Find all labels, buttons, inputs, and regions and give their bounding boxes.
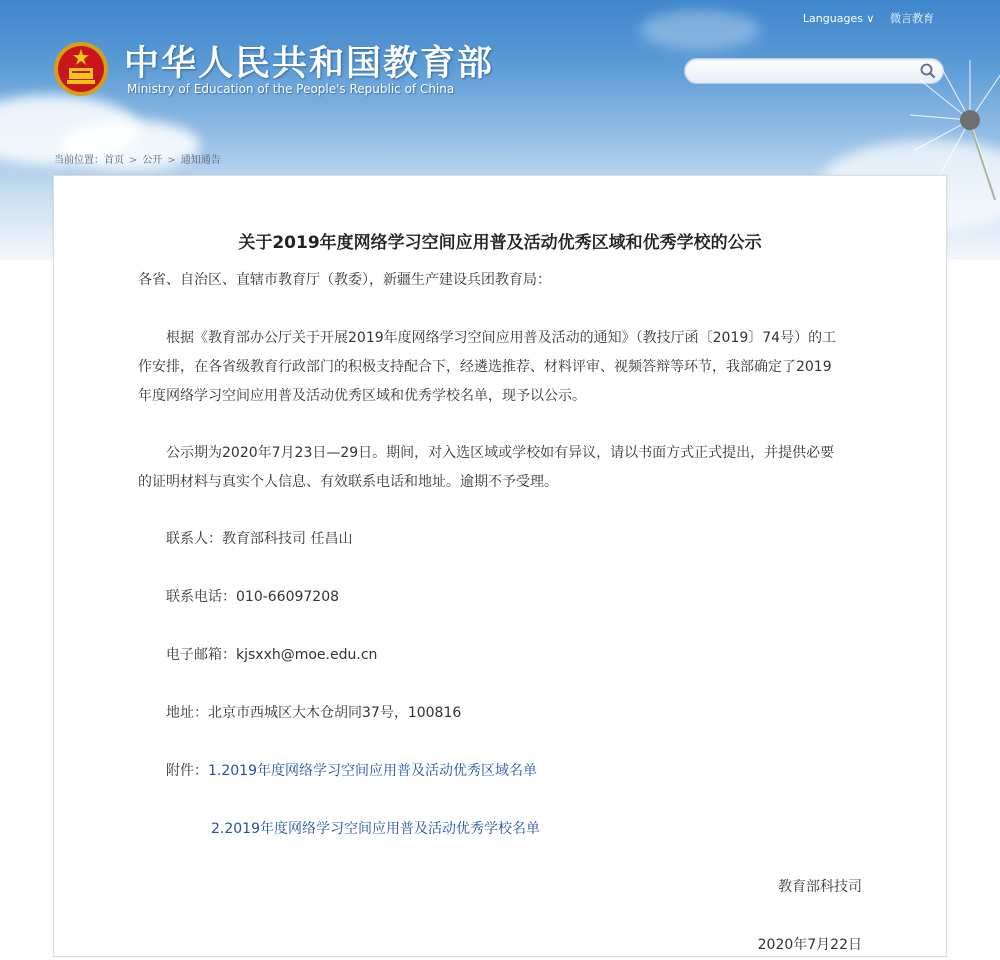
breadcrumb-prefix: 当前位置：: [54, 155, 104, 166]
attachment-link-2[interactable]: 2.2019年度网络学习空间应用普及活动优秀学校名单: [211, 821, 540, 837]
breadcrumb-separator: >: [129, 155, 138, 166]
cloud-decoration: [640, 10, 760, 50]
article-title: 关于2019年度网络学习空间应用普及活动优秀区域和优秀学校的公示: [238, 233, 762, 253]
paragraph-2-line-2: 的证明材料与真实个人信息、有效联系电话和地址。逾期不予受理。: [138, 474, 558, 490]
national-emblem-icon: [52, 40, 110, 98]
article-salutation: 各省、自治区、直辖市教育厅（教委），新疆生产建设兵团教育局：: [138, 272, 551, 288]
paragraph-1-line-1: 根据《教育部办公厅关于开展2019年度网络学习空间应用普及活动的通知》（教技厅函〔2019〕74号）的工: [166, 330, 837, 346]
contact-person: 联系人：教育部科技司 任昌山: [166, 531, 353, 547]
contact-phone: 联系电话：010-66097208: [166, 589, 340, 605]
search-input[interactable]: [695, 62, 909, 80]
breadcrumb-item-notices[interactable]: 通知通告: [180, 155, 221, 166]
site-subtitle: Ministry of Education of the People's Republic of China: [127, 82, 455, 96]
attachment-link-1[interactable]: 1.2019年度网络学习空间应用普及活动优秀区域名单: [208, 763, 537, 779]
paragraph-1-line-3: 年度网络学习空间应用普及活动优秀区域和优秀学校名单，现予以公示。: [138, 388, 586, 404]
contact-address: 地址：北京市西城区大木仓胡同37号，100816: [166, 705, 462, 721]
breadcrumb: [54, 151, 221, 166]
breadcrumb-item-home[interactable]: 首页: [104, 155, 124, 166]
publish-date: 2020年7月22日: [757, 937, 862, 953]
attachment-label: 附件：: [166, 763, 208, 779]
attachments-row: [166, 757, 537, 786]
signature: 教育部科技司: [778, 879, 862, 895]
paragraph-1-line-2: 作安排，在各省级教育行政部门的积极支持配合下，经遴选推荐、材料评审、视频答辩等环节，我部确定了2019: [138, 359, 832, 375]
languages-menu[interactable]: Languages ∨: [802, 12, 875, 25]
top-links: [791, 10, 934, 26]
weibo-link[interactable]: 微言教育: [890, 12, 934, 25]
breadcrumb-separator: >: [167, 155, 176, 166]
breadcrumb-item-public[interactable]: 公开: [142, 155, 163, 166]
contact-email: 电子邮箱：kjsxxh@moe.edu.cn: [166, 647, 378, 663]
paragraph-2-line-1: 公示期为2020年7月23日—29日。期间，对入选区域或学校如有异议，请以书面方式正式提出，并提供必要: [166, 445, 835, 461]
site-title[interactable]: 中华人民共和国教育部: [124, 44, 495, 84]
article-panel: [53, 175, 947, 957]
